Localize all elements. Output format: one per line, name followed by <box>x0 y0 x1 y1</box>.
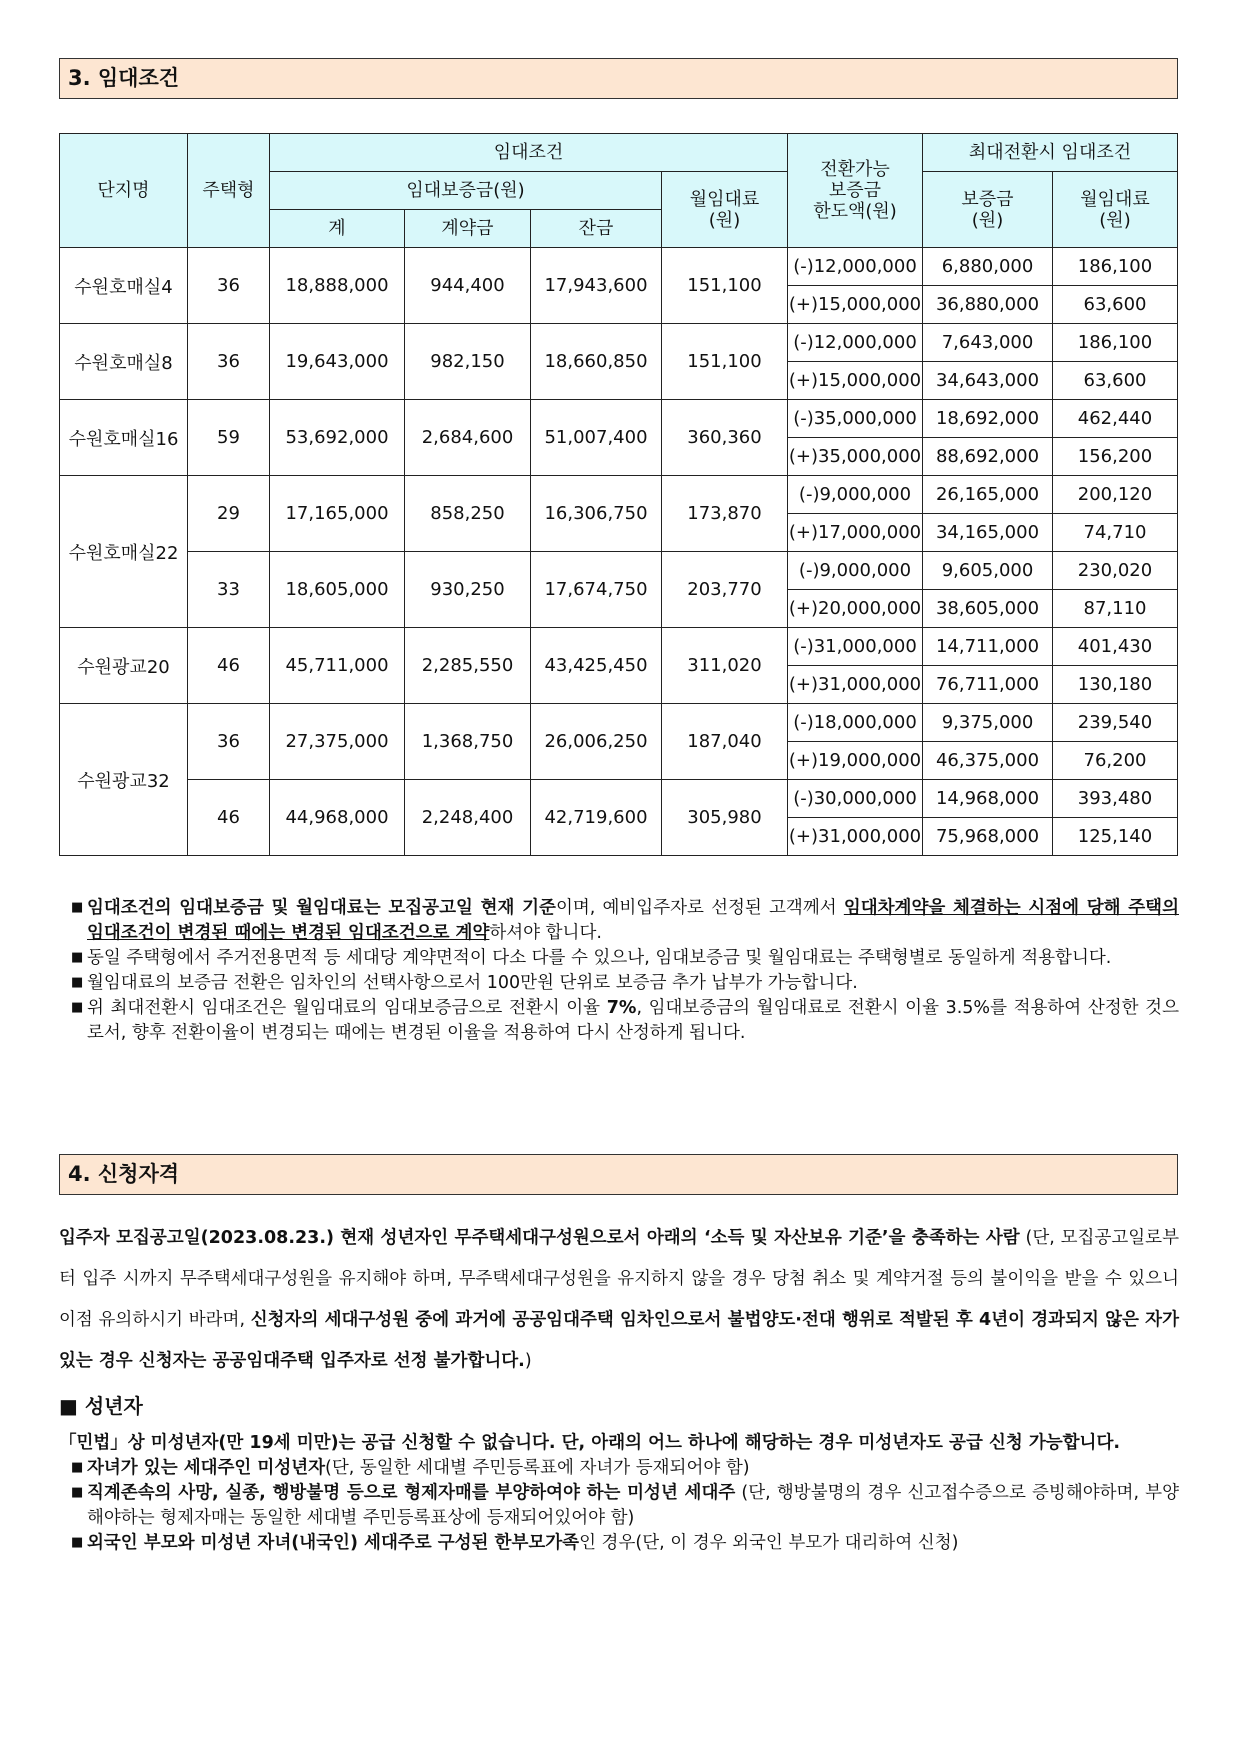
header-max-monthly: 월임대료 (원) <box>1053 172 1178 248</box>
cell-max-deposit: 76,711,000 <box>923 666 1053 704</box>
cell-max-monthly: 239,540 <box>1053 704 1178 742</box>
cell-convertible-limit: (+)15,000,000 <box>788 362 923 400</box>
cell-max-deposit: 6,880,000 <box>923 248 1053 286</box>
header-house-type: 주택형 <box>188 134 270 248</box>
cell-convertible-limit: (-)30,000,000 <box>788 780 923 818</box>
cell-complex-name: 수원호매실4 <box>60 248 188 324</box>
cell-convertible-limit: (-)35,000,000 <box>788 400 923 438</box>
bullet-icon: ■ <box>71 1485 84 1500</box>
cell-convertible-limit: (+)17,000,000 <box>788 514 923 552</box>
cell-max-monthly: 63,600 <box>1053 286 1178 324</box>
table-row <box>60 476 1178 514</box>
cell-max-deposit: 9,605,000 <box>923 552 1053 590</box>
cell-convertible-limit: (-)9,000,000 <box>788 552 923 590</box>
section-4-title: 4. 신청자격 <box>68 1162 180 1186</box>
cell-convertible-limit: (+)35,000,000 <box>788 438 923 476</box>
table-row <box>60 780 1178 818</box>
bullet-icon: ■ <box>71 1535 84 1550</box>
adult-item-2: ■ 직계존속의 사망, 실종, 행방불명 등으로 형제자매를 부양하여야 하는 미성년 세대주 (단, 행방불명의 경우 신고접수증으로 증빙해야하며, 부양해야하는 형제자매는 동일한 세대별 주민등록표상에 등재되어있어야 함) <box>59 1481 1179 1531</box>
rent-conditions-table <box>59 133 1178 856</box>
adult-item-1: ■ 자녀가 있는 세대주인 미성년자(단, 동일한 세대별 주민등록표에 자녀가 등재되어야 함) <box>59 1456 1179 1481</box>
cell-balance: 51,007,400 <box>531 400 662 476</box>
cell-max-monthly: 186,100 <box>1053 248 1178 286</box>
cell-max-monthly: 462,440 <box>1053 400 1178 438</box>
cell-max-deposit: 14,968,000 <box>923 780 1053 818</box>
cell-max-deposit: 26,165,000 <box>923 476 1053 514</box>
table-row <box>60 324 1178 362</box>
cell-max-monthly: 156,200 <box>1053 438 1178 476</box>
cell-max-deposit: 88,692,000 <box>923 438 1053 476</box>
adult-section <box>59 1431 1179 1556</box>
header-max-conversion: 최대전환시 임대조건 <box>923 134 1178 172</box>
cell-convertible-limit: (+)20,000,000 <box>788 590 923 628</box>
cell-monthly-rent: 305,980 <box>662 780 788 856</box>
cell-deposit-total: 45,711,000 <box>270 628 405 704</box>
adult-intro: 「민법」상 미성년자(만 19세 미만)는 공급 신청할 수 없습니다. 단, 아래의 어느 하나에 해당하는 경우 미성년자도 공급 신청 가능합니다. <box>59 1433 1121 1453</box>
cell-convertible-limit: (+)19,000,000 <box>788 742 923 780</box>
header-max-deposit: 보증금 (원) <box>923 172 1053 248</box>
header-complex: 단지명 <box>60 134 188 248</box>
cell-monthly-rent: 360,360 <box>662 400 788 476</box>
cell-max-monthly: 63,600 <box>1053 362 1178 400</box>
cell-convertible-limit: (-)12,000,000 <box>788 248 923 286</box>
cell-balance: 18,660,850 <box>531 324 662 400</box>
cell-deposit-total: 53,692,000 <box>270 400 405 476</box>
table-row <box>60 704 1178 742</box>
cell-contract-fee: 858,250 <box>405 476 531 552</box>
cell-balance: 26,006,250 <box>531 704 662 780</box>
note-4: ■ 위 최대전환시 임대조건은 월임대료의 임대보증금으로 전환시 이율 7%, 임대보증금의 월임대료로 전환시 이율 3.5%를 적용하여 산정한 것으로서, 향후 전환이율이 변경되는 때에는 변경된 이율을 적용하여 다시 산정하게 됩니다. <box>59 996 1179 1046</box>
cell-complex-name: 수원호매실8 <box>60 324 188 400</box>
cell-deposit-total: 44,968,000 <box>270 780 405 856</box>
cell-monthly-rent: 151,100 <box>662 324 788 400</box>
cell-house-type: 33 <box>188 552 270 628</box>
bullet-icon: ■ <box>71 1000 84 1015</box>
cell-deposit-total: 27,375,000 <box>270 704 405 780</box>
header-convertible-limit: 전환가능 보증금 한도액(원) <box>788 134 923 248</box>
cell-max-deposit: 7,643,000 <box>923 324 1053 362</box>
cell-contract-fee: 2,248,400 <box>405 780 531 856</box>
cell-deposit-total: 19,643,000 <box>270 324 405 400</box>
adult-item-3: ■ 외국인 부모와 미성년 자녀(내국인) 세대주로 구성된 한부모가족인 경우(단, 이 경우 외국인 부모가 대리하여 신청) <box>59 1531 1179 1556</box>
cell-contract-fee: 2,285,550 <box>405 628 531 704</box>
bullet-icon: ■ <box>71 975 84 990</box>
cell-house-type: 36 <box>188 704 270 780</box>
cell-balance: 16,306,750 <box>531 476 662 552</box>
cell-max-monthly: 200,120 <box>1053 476 1178 514</box>
cell-balance: 42,719,600 <box>531 780 662 856</box>
cell-max-deposit: 36,880,000 <box>923 286 1053 324</box>
cell-monthly-rent: 173,870 <box>662 476 788 552</box>
cell-house-type: 46 <box>188 628 270 704</box>
qualification-paragraph: 입주자 모집공고일(2023.08.23.) 현재 성년자인 무주택세대구성원으로서 아래의 ‘소득 및 자산보유 기준’을 충족하는 사람 (단, 모집공고일로부터 입주 시까지 무주택세대구성원을 유지해야 하며, 무주택세대구성원을 유지하지 않을 경우 당첨 취소 및 계약거절 등의 불이익을 받을 수 있으니 이점 유의하시기 바라며, 신청자의 세대구성원 중에 과거에 공공임대주택 임차인으로서 불법양도·전대 행위로 적발된 후 4년이 경과되지 않은 자가 있는 경우 신청자는 공공임대주택 입주자로 선정 불가합니다.) <box>59 1228 1179 1371</box>
cell-max-deposit: 75,968,000 <box>923 818 1053 856</box>
header-balance: 잔금 <box>531 210 662 248</box>
cell-contract-fee: 944,400 <box>405 248 531 324</box>
cell-convertible-limit: (-)9,000,000 <box>788 476 923 514</box>
cell-contract-fee: 2,684,600 <box>405 400 531 476</box>
header-monthly-rent: 월임대료 (원) <box>662 172 788 248</box>
cell-balance: 17,674,750 <box>531 552 662 628</box>
cell-complex-name: 수원광교20 <box>60 628 188 704</box>
bullet-icon: ■ <box>71 950 84 965</box>
cell-convertible-limit: (-)31,000,000 <box>788 628 923 666</box>
table-row <box>60 552 1178 590</box>
cell-monthly-rent: 187,040 <box>662 704 788 780</box>
cell-max-monthly: 130,180 <box>1053 666 1178 704</box>
cell-convertible-limit: (-)18,000,000 <box>788 704 923 742</box>
table-row <box>60 248 1178 286</box>
cell-contract-fee: 982,150 <box>405 324 531 400</box>
cell-house-type: 59 <box>188 400 270 476</box>
cell-max-deposit: 38,605,000 <box>923 590 1053 628</box>
section-3-title: 3. 임대조건 <box>68 66 180 90</box>
cell-house-type: 29 <box>188 476 270 552</box>
cell-convertible-limit: (+)15,000,000 <box>788 286 923 324</box>
note-1: ■ 임대조건의 임대보증금 및 월임대료는 모집공고일 현재 기준이며, 예비입주자로 선정된 고객께서 임대차계약을 체결하는 시점에 당해 주택의 임대조건이 변경된 때에는 변경된 임대조건으로 계약하셔야 합니다. <box>59 896 1179 946</box>
cell-max-monthly: 125,140 <box>1053 818 1178 856</box>
cell-convertible-limit: (-)12,000,000 <box>788 324 923 362</box>
cell-max-deposit: 34,165,000 <box>923 514 1053 552</box>
cell-max-monthly: 186,100 <box>1053 324 1178 362</box>
table-row <box>60 628 1178 666</box>
cell-max-monthly: 230,020 <box>1053 552 1178 590</box>
cell-max-deposit: 46,375,000 <box>923 742 1053 780</box>
cell-monthly-rent: 151,100 <box>662 248 788 324</box>
cell-contract-fee: 1,368,750 <box>405 704 531 780</box>
cell-max-deposit: 18,692,000 <box>923 400 1053 438</box>
adult-subtitle: ■ 성년자 <box>59 1394 143 1418</box>
cell-max-monthly: 393,480 <box>1053 780 1178 818</box>
header-contract-fee: 계약금 <box>405 210 531 248</box>
note-3: ■ 월임대료의 보증금 전환은 임차인의 선택사항으로서 100만원 단위로 보증금 추가 납부가 가능합니다. <box>59 971 1179 996</box>
cell-house-type: 46 <box>188 780 270 856</box>
cell-deposit-total: 18,605,000 <box>270 552 405 628</box>
header-rent-conditions: 임대조건 <box>270 134 788 172</box>
cell-complex-name: 수원광교32 <box>60 704 188 856</box>
cell-convertible-limit: (+)31,000,000 <box>788 818 923 856</box>
bullet-icon: ■ <box>71 1460 84 1475</box>
table-row <box>60 400 1178 438</box>
cell-house-type: 36 <box>188 248 270 324</box>
section-3-header <box>59 58 1178 99</box>
header-total: 계 <box>270 210 405 248</box>
cell-complex-name: 수원호매실16 <box>60 400 188 476</box>
cell-balance: 17,943,600 <box>531 248 662 324</box>
cell-complex-name: 수원호매실22 <box>60 476 188 628</box>
cell-monthly-rent: 203,770 <box>662 552 788 628</box>
note-2: ■ 동일 주택형에서 주거전용면적 등 세대당 계약면적이 다소 다를 수 있으나, 임대보증금 및 월임대료는 주택형별로 동일하게 적용합니다. <box>59 946 1179 971</box>
rent-notes <box>59 896 1179 1046</box>
cell-max-monthly: 74,710 <box>1053 514 1178 552</box>
cell-deposit-total: 17,165,000 <box>270 476 405 552</box>
cell-convertible-limit: (+)31,000,000 <box>788 666 923 704</box>
cell-max-monthly: 87,110 <box>1053 590 1178 628</box>
cell-max-monthly: 401,430 <box>1053 628 1178 666</box>
cell-max-deposit: 14,711,000 <box>923 628 1053 666</box>
section-4-header <box>59 1154 1178 1195</box>
cell-balance: 43,425,450 <box>531 628 662 704</box>
cell-contract-fee: 930,250 <box>405 552 531 628</box>
cell-max-monthly: 76,200 <box>1053 742 1178 780</box>
cell-max-deposit: 34,643,000 <box>923 362 1053 400</box>
header-deposit: 임대보증금(원) <box>270 172 662 210</box>
cell-max-deposit: 9,375,000 <box>923 704 1053 742</box>
bullet-icon: ■ <box>71 900 84 915</box>
cell-house-type: 36 <box>188 324 270 400</box>
cell-deposit-total: 18,888,000 <box>270 248 405 324</box>
cell-monthly-rent: 311,020 <box>662 628 788 704</box>
